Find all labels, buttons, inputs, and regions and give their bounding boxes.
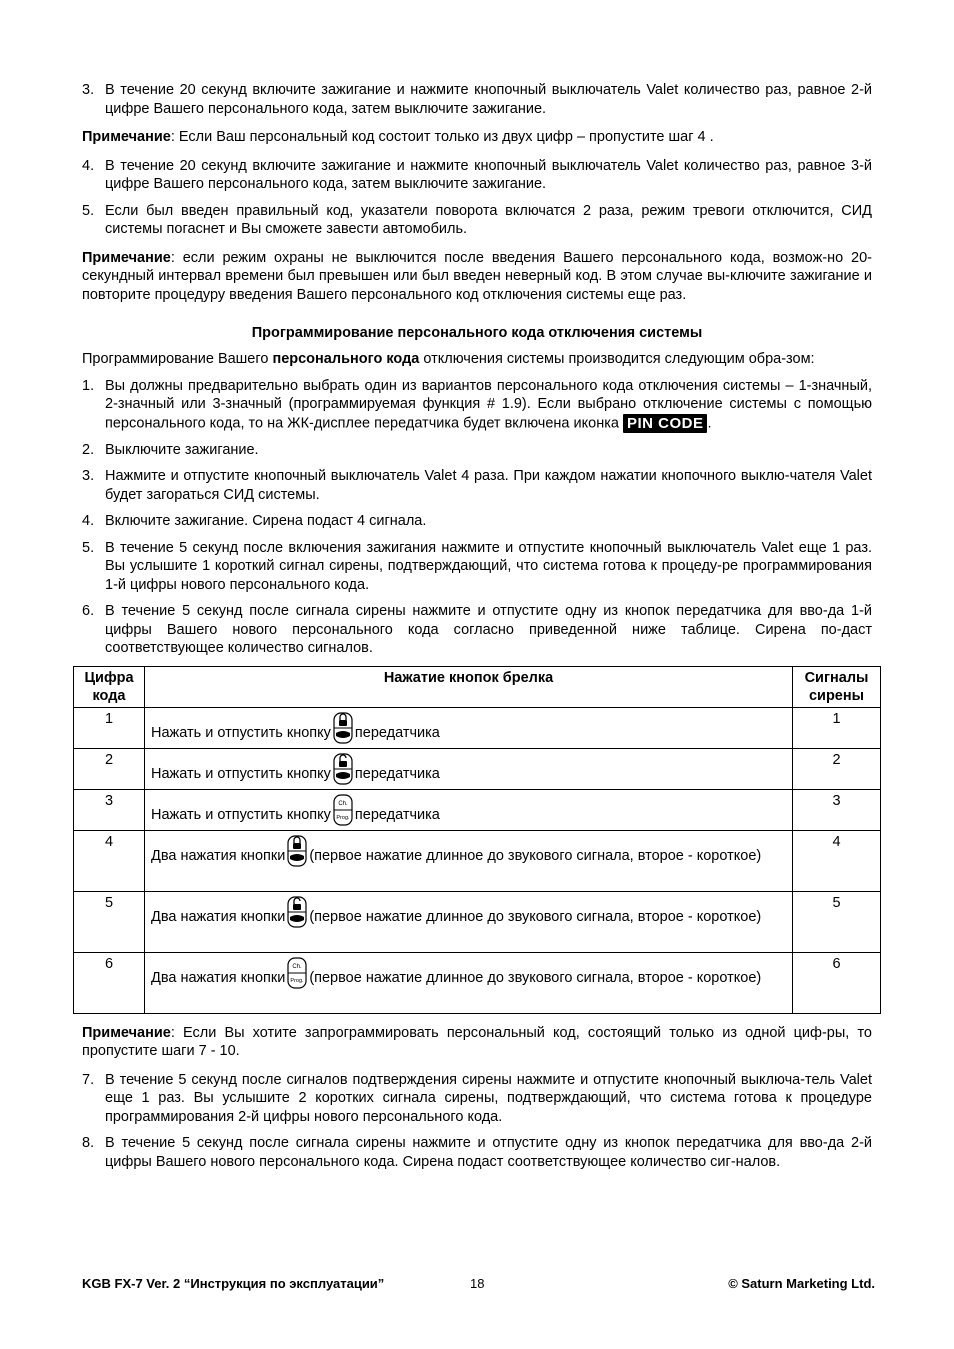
- header-action: Нажатие кнопок брелка: [145, 666, 793, 707]
- action-text: (первое нажатие длинное до звукового сигнала, второе - короткое): [309, 847, 762, 864]
- step-number: 8.: [82, 1135, 95, 1151]
- step-text: Если был введен правильный код, указатели поворота включатся 2 раза, режим тревоги отключится, СИД системы погаснет и Вы сможете завести автомобиль.: [105, 202, 872, 237]
- list-item: [82, 512, 872, 531]
- step-number: 6.: [82, 603, 95, 619]
- lock-closed-icon: [287, 835, 307, 867]
- step-number: 5.: [82, 539, 95, 556]
- action-text: передатчика: [354, 765, 440, 782]
- table-row: [74, 952, 881, 1013]
- digit-cell: 4: [74, 830, 145, 891]
- note-label: Примечание: [82, 129, 171, 145]
- note-text: : если режим охраны не выключится после введения Вашего персонального кода, возмож-но 20-секундный интервал времени был превышен или был введен неверный код. В этом случае вы-ключите зажигание и повторите процедуру введения Вашего персонального код отключения системы еще раз.: [82, 249, 872, 303]
- table-row: [74, 891, 881, 952]
- list-item: [82, 157, 872, 194]
- step-number: 7.: [82, 1071, 95, 1088]
- signals-cell: 4: [793, 830, 881, 891]
- table-row: [74, 748, 881, 789]
- svg-text:Prog.: Prog.: [290, 977, 304, 984]
- action-text: Два нажатия кнопки: [151, 969, 286, 986]
- signals-cell: 3: [793, 789, 881, 830]
- step-number: 5.: [82, 202, 95, 219]
- svg-text:Prog.: Prog.: [336, 814, 350, 821]
- page-number: 18: [470, 1276, 485, 1291]
- note-text: : Если Ваш персональный код состоит только из двух цифр – пропустите шаг 4 .: [170, 129, 714, 145]
- action-text: передатчика: [354, 806, 440, 823]
- action-text: Нажать и отпустить кнопку: [151, 724, 331, 741]
- intro-text: отключения системы производится следующим обра-зом:: [419, 351, 815, 367]
- section-title: Программирование персонального кода отключения системы: [251, 325, 703, 341]
- page-content: [82, 81, 872, 1179]
- step-text: В течение 5 секунд после сигналов подтверждения сирены нажмите и отпустите кнопочный выключа-тель Valet еще 1 раз. Вы услышите 2 коротких сигнала сирены, подтверждающий, что система готова к процедуре программирования 2-й цифры нового персонального кода.: [105, 1071, 872, 1125]
- header-digit: Цифра кода: [74, 666, 145, 707]
- list-item: [82, 1071, 872, 1127]
- pin-code-icon: PIN CODE: [623, 414, 708, 433]
- footer-copyright: © Saturn Marketing Ltd.: [728, 1276, 875, 1291]
- table-header-row: [74, 666, 881, 707]
- signals-cell: 1: [793, 707, 881, 748]
- signals-cell: 5: [793, 891, 881, 952]
- action-cell: [145, 891, 793, 952]
- action-cell: [145, 789, 793, 830]
- step-text: В течение 20 секунд включите зажигание и нажмите кнопочный выключатель Valet количество раз, равное 3-й цифре Вашего персонального кода, затем выключите зажигание.: [105, 157, 872, 192]
- note: [82, 249, 872, 305]
- signals-cell: 2: [793, 748, 881, 789]
- digit-cell: 1: [74, 707, 145, 748]
- lock-open-icon: [287, 896, 307, 928]
- list-item: [82, 202, 872, 239]
- ch-prog-icon: [333, 794, 353, 826]
- action-cell: [145, 748, 793, 789]
- step-number: 1.: [82, 377, 95, 394]
- intro-text: Программирование Вашего: [82, 351, 273, 367]
- action-text: (первое нажатие длинное до звукового сигнала, второе - короткое): [309, 969, 762, 986]
- header-signals: Сигналы сирены: [793, 666, 881, 707]
- note-label: Примечание: [82, 1024, 171, 1041]
- action-text: передатчика: [354, 724, 440, 741]
- note-text: : Если Вы хотите запрограммировать персональный код, состоящий только из одной циф-ры, то пропустите шаги 7 - 10.: [82, 1024, 872, 1059]
- action-text: Два нажатия кнопки: [151, 847, 286, 864]
- step-number: 4.: [82, 157, 95, 174]
- digit-cell: 5: [74, 891, 145, 952]
- action-text: (первое нажатие длинное до звукового сигнала, второе - короткое): [309, 908, 762, 925]
- action-cell: [145, 952, 793, 1013]
- step-text: Нажмите и отпустите кнопочный выключатель Valet 4 раза. При каждом нажатии кнопочного выклю-чателя Valet будет загораться СИД системы.: [105, 468, 872, 503]
- list-item: [82, 441, 872, 460]
- table-row: [74, 707, 881, 748]
- step-number: 2.: [82, 441, 95, 458]
- intro-bold: персонального кода: [272, 351, 420, 367]
- list-item: [82, 377, 872, 433]
- footer-title: KGB FX-7 Ver. 2 “Инструкция по эксплуатации”: [82, 1276, 385, 1291]
- lock-closed-icon: [333, 712, 353, 744]
- signals-cell: 6: [793, 952, 881, 1013]
- lock-open-icon: [333, 753, 353, 785]
- step-text: Выключите зажигание.: [105, 441, 259, 458]
- list-item: [82, 467, 872, 504]
- action-text: Нажать и отпустить кнопку: [151, 765, 331, 782]
- table-row: [74, 789, 881, 830]
- step-text: В течение 5 секунд после сигнала сирены нажмите и отпустите одну из кнопок передатчика для вво-да 1-й цифры Вашего нового персонального кода согласно приведенной ниже таблице. Сирена по-даст соответствующее количество сигналов.: [105, 603, 872, 656]
- action-cell: [145, 707, 793, 748]
- step-text: В течение 5 секунд после сигнала сирены нажмите и отпустите одну из кнопок передатчика для вво-да 2-й цифры Вашего нового персонального кода. Сирена подаст соответствующее количество сиг-налов.: [105, 1135, 872, 1170]
- action-cell: [145, 830, 793, 891]
- step-number: 4.: [82, 513, 95, 529]
- svg-text:Ch.: Ch.: [292, 963, 302, 970]
- action-text: Два нажатия кнопки: [151, 908, 286, 925]
- step-text: Вы должны предварительно выбрать один из вариантов персонального кода отключения системы – 1-значный, 2-значный или 3-значный (программируемая функция # 1.9). Если выбрано отключение системы с помощью персонального кода, то на ЖК-дисплее передатчика будет включена иконка: [105, 377, 872, 431]
- button-code-table: [73, 666, 881, 1014]
- list-item: [82, 539, 872, 595]
- step-number: 3.: [82, 468, 95, 484]
- note-label: Примечание: [82, 249, 171, 266]
- step-tail: .: [707, 414, 712, 431]
- action-text: Нажать и отпустить кнопку: [151, 806, 331, 823]
- list-item: [82, 602, 872, 658]
- list-item: [82, 1134, 872, 1171]
- digit-cell: 2: [74, 748, 145, 789]
- note: [82, 1024, 872, 1061]
- step-text: В течение 5 секунд после включения зажигания нажмите и отпустите кнопочный выключатель Valet еще 1 раз. Вы услышите 1 короткий сигнал сирены, подтверждающий, что система готова к процеду-ре программирования 1-й цифры нового персонального кода.: [105, 539, 872, 593]
- note: [82, 128, 872, 147]
- ch-prog-icon: [287, 957, 307, 989]
- digit-cell: 3: [74, 789, 145, 830]
- svg-text:Ch.: Ch.: [338, 800, 348, 807]
- intro-paragraph: [82, 350, 872, 369]
- step-number: 3.: [82, 82, 95, 98]
- table-row: [74, 830, 881, 891]
- step-text: Включите зажигание. Сирена подаст 4 сигнала.: [105, 513, 427, 529]
- digit-cell: 6: [74, 952, 145, 1013]
- step-text: В течение 20 секунд включите зажигание и нажмите кнопочный выключатель Valet количество раз, равное 2-й цифре Вашего персонального кода, затем выключите зажигание.: [105, 82, 872, 117]
- list-item: [82, 81, 872, 118]
